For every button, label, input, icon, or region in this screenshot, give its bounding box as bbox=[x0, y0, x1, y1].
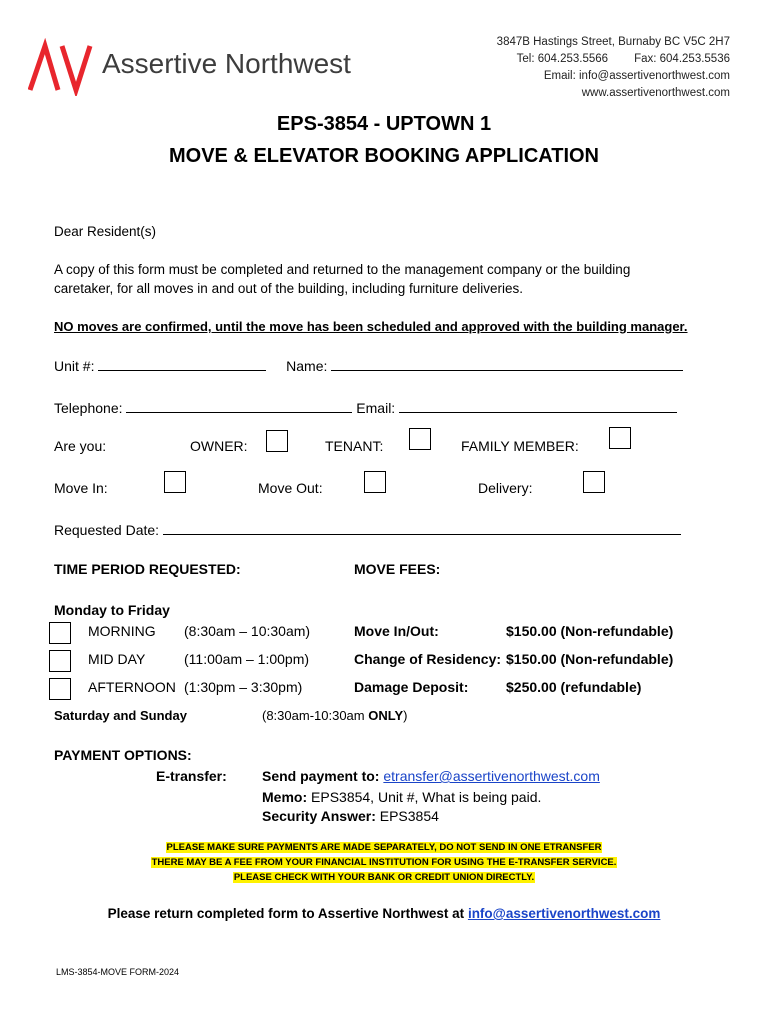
unit-field[interactable] bbox=[98, 356, 266, 371]
slot-name: MID DAY bbox=[88, 651, 146, 667]
weekend-time bbox=[262, 708, 408, 723]
website-text: www.assertivenorthwest.com bbox=[581, 87, 730, 99]
slot-name: MORNING bbox=[88, 623, 156, 639]
memo-line bbox=[262, 789, 541, 805]
requested-date-row bbox=[54, 520, 681, 538]
send-label: Send payment to: bbox=[262, 768, 380, 784]
telephone-label: Telephone: bbox=[54, 400, 123, 416]
fee-label: Damage Deposit: bbox=[354, 679, 469, 695]
memo-value: EPS3854, Unit #, What is being paid. bbox=[311, 789, 542, 805]
weekday-heading: Monday to Friday bbox=[54, 602, 170, 618]
security-line bbox=[262, 808, 439, 824]
delivery-label: Delivery: bbox=[478, 480, 533, 496]
payment-heading: PAYMENT OPTIONS: bbox=[54, 747, 192, 763]
return-instructions bbox=[0, 906, 768, 921]
are-you-label: Are you: bbox=[54, 438, 107, 454]
company-address-block bbox=[497, 34, 730, 102]
unit-name-row bbox=[54, 356, 683, 374]
address-line: 3847B Hastings Street, Burnaby BC V5C 2H7 bbox=[496, 36, 730, 48]
fee-label: Change of Residency: bbox=[354, 651, 502, 667]
form-code: LMS-3854-MOVE FORM-2024 bbox=[56, 967, 180, 977]
afternoon-checkbox[interactable] bbox=[49, 678, 71, 700]
security-value: EPS3854 bbox=[379, 808, 439, 824]
tel-text: Tel: 604.253.5566 bbox=[516, 53, 609, 65]
return-text: Please return completed form to Assertive Northwest at bbox=[107, 906, 468, 921]
security-label: Security Answer: bbox=[262, 808, 376, 824]
time-period-heading: TIME PERIOD REQUESTED: bbox=[54, 561, 241, 577]
slot-time: (11:00am – 1:00pm) bbox=[184, 651, 310, 667]
requested-date-field[interactable] bbox=[163, 520, 681, 535]
morning-checkbox[interactable] bbox=[49, 622, 71, 644]
memo-label: Memo: bbox=[262, 789, 308, 805]
move-out-label: Move Out: bbox=[258, 480, 323, 496]
move-fees-heading: MOVE FEES: bbox=[354, 561, 441, 577]
fee-label: Move In/Out: bbox=[354, 623, 439, 639]
weekend-close-text: ) bbox=[403, 708, 408, 723]
form-subtitle: MOVE & ELEVATOR BOOKING APPLICATION bbox=[168, 145, 600, 167]
send-payment-line bbox=[262, 768, 600, 784]
tenant-label: TENANT: bbox=[325, 438, 384, 454]
fax-text: Fax: 604.253.5536 bbox=[634, 53, 730, 65]
move-out-checkbox[interactable] bbox=[364, 471, 386, 493]
return-email-link[interactable]: info@assertivenorthwest.com bbox=[467, 906, 661, 921]
delivery-checkbox[interactable] bbox=[583, 471, 605, 493]
fee-amount: $250.00 (refundable) bbox=[506, 679, 642, 695]
name-label: Name: bbox=[286, 358, 328, 374]
payment-method: E-transfer: bbox=[156, 768, 227, 784]
owner-label: OWNER: bbox=[190, 438, 248, 454]
logo-text: Assertive Northwest bbox=[102, 48, 351, 79]
etransfer-email-link[interactable]: etransfer@assertivenorthwest.com bbox=[383, 768, 600, 784]
fee-amount: $150.00 (Non-refundable) bbox=[506, 623, 674, 639]
email-field[interactable] bbox=[399, 398, 677, 413]
tenant-checkbox[interactable] bbox=[409, 428, 431, 450]
weekend-only-text: ONLY bbox=[368, 708, 404, 723]
form-title: EPS-3854 - UPTOWN 1 bbox=[276, 113, 492, 135]
owner-checkbox[interactable] bbox=[266, 430, 288, 452]
family-member-checkbox[interactable] bbox=[609, 427, 631, 449]
telephone-field[interactable] bbox=[126, 398, 352, 413]
slot-name: AFTERNOON bbox=[88, 679, 176, 695]
family-label: FAMILY MEMBER: bbox=[461, 438, 579, 454]
requested-date-label: Requested Date: bbox=[54, 522, 160, 538]
greeting: Dear Resident(s) bbox=[54, 224, 157, 239]
slot-time: (8:30am – 10:30am) bbox=[184, 623, 311, 639]
intro-paragraph: A copy of this form must be completed and returned to the management company or the building caretaker, for all moves in and out of the building, including furniture deliveries. bbox=[54, 262, 631, 296]
email-label: Email: bbox=[356, 400, 396, 416]
email-text: Email: info@assertivenorthwest.com bbox=[543, 70, 730, 82]
notice-line-3: PLEASE CHECK WITH YOUR BANK OR CREDIT UNION DIRECTLY. bbox=[233, 872, 535, 883]
telephone-email-row bbox=[54, 398, 677, 416]
notice-line-1: PLEASE MAKE SURE PAYMENTS ARE MADE SEPARATELY, DO NOT SEND IN ONE ETRANSFER bbox=[166, 842, 602, 853]
move-in-label: Move In: bbox=[54, 480, 108, 496]
av-logo-icon bbox=[28, 38, 94, 96]
company-logo bbox=[28, 38, 388, 96]
warning-text: NO moves are confirmed, until the move has been scheduled and approved with the building manager. bbox=[54, 319, 688, 334]
unit-label: Unit #: bbox=[54, 358, 95, 374]
weekend-label: Saturday and Sunday bbox=[54, 708, 187, 723]
name-field[interactable] bbox=[331, 356, 683, 371]
notice-line-2: THERE MAY BE A FEE FROM YOUR FINANCIAL INSTITUTION FOR USING THE E-TRANSFER SERVICE. bbox=[151, 857, 617, 868]
fee-amount: $150.00 (Non-refundable) bbox=[506, 651, 674, 667]
payment-notice bbox=[0, 840, 768, 885]
move-in-checkbox[interactable] bbox=[164, 471, 186, 493]
slot-time: (1:30pm – 3:30pm) bbox=[184, 679, 303, 695]
midday-checkbox[interactable] bbox=[49, 650, 71, 672]
weekend-time-text: (8:30am-10:30am bbox=[262, 708, 369, 723]
